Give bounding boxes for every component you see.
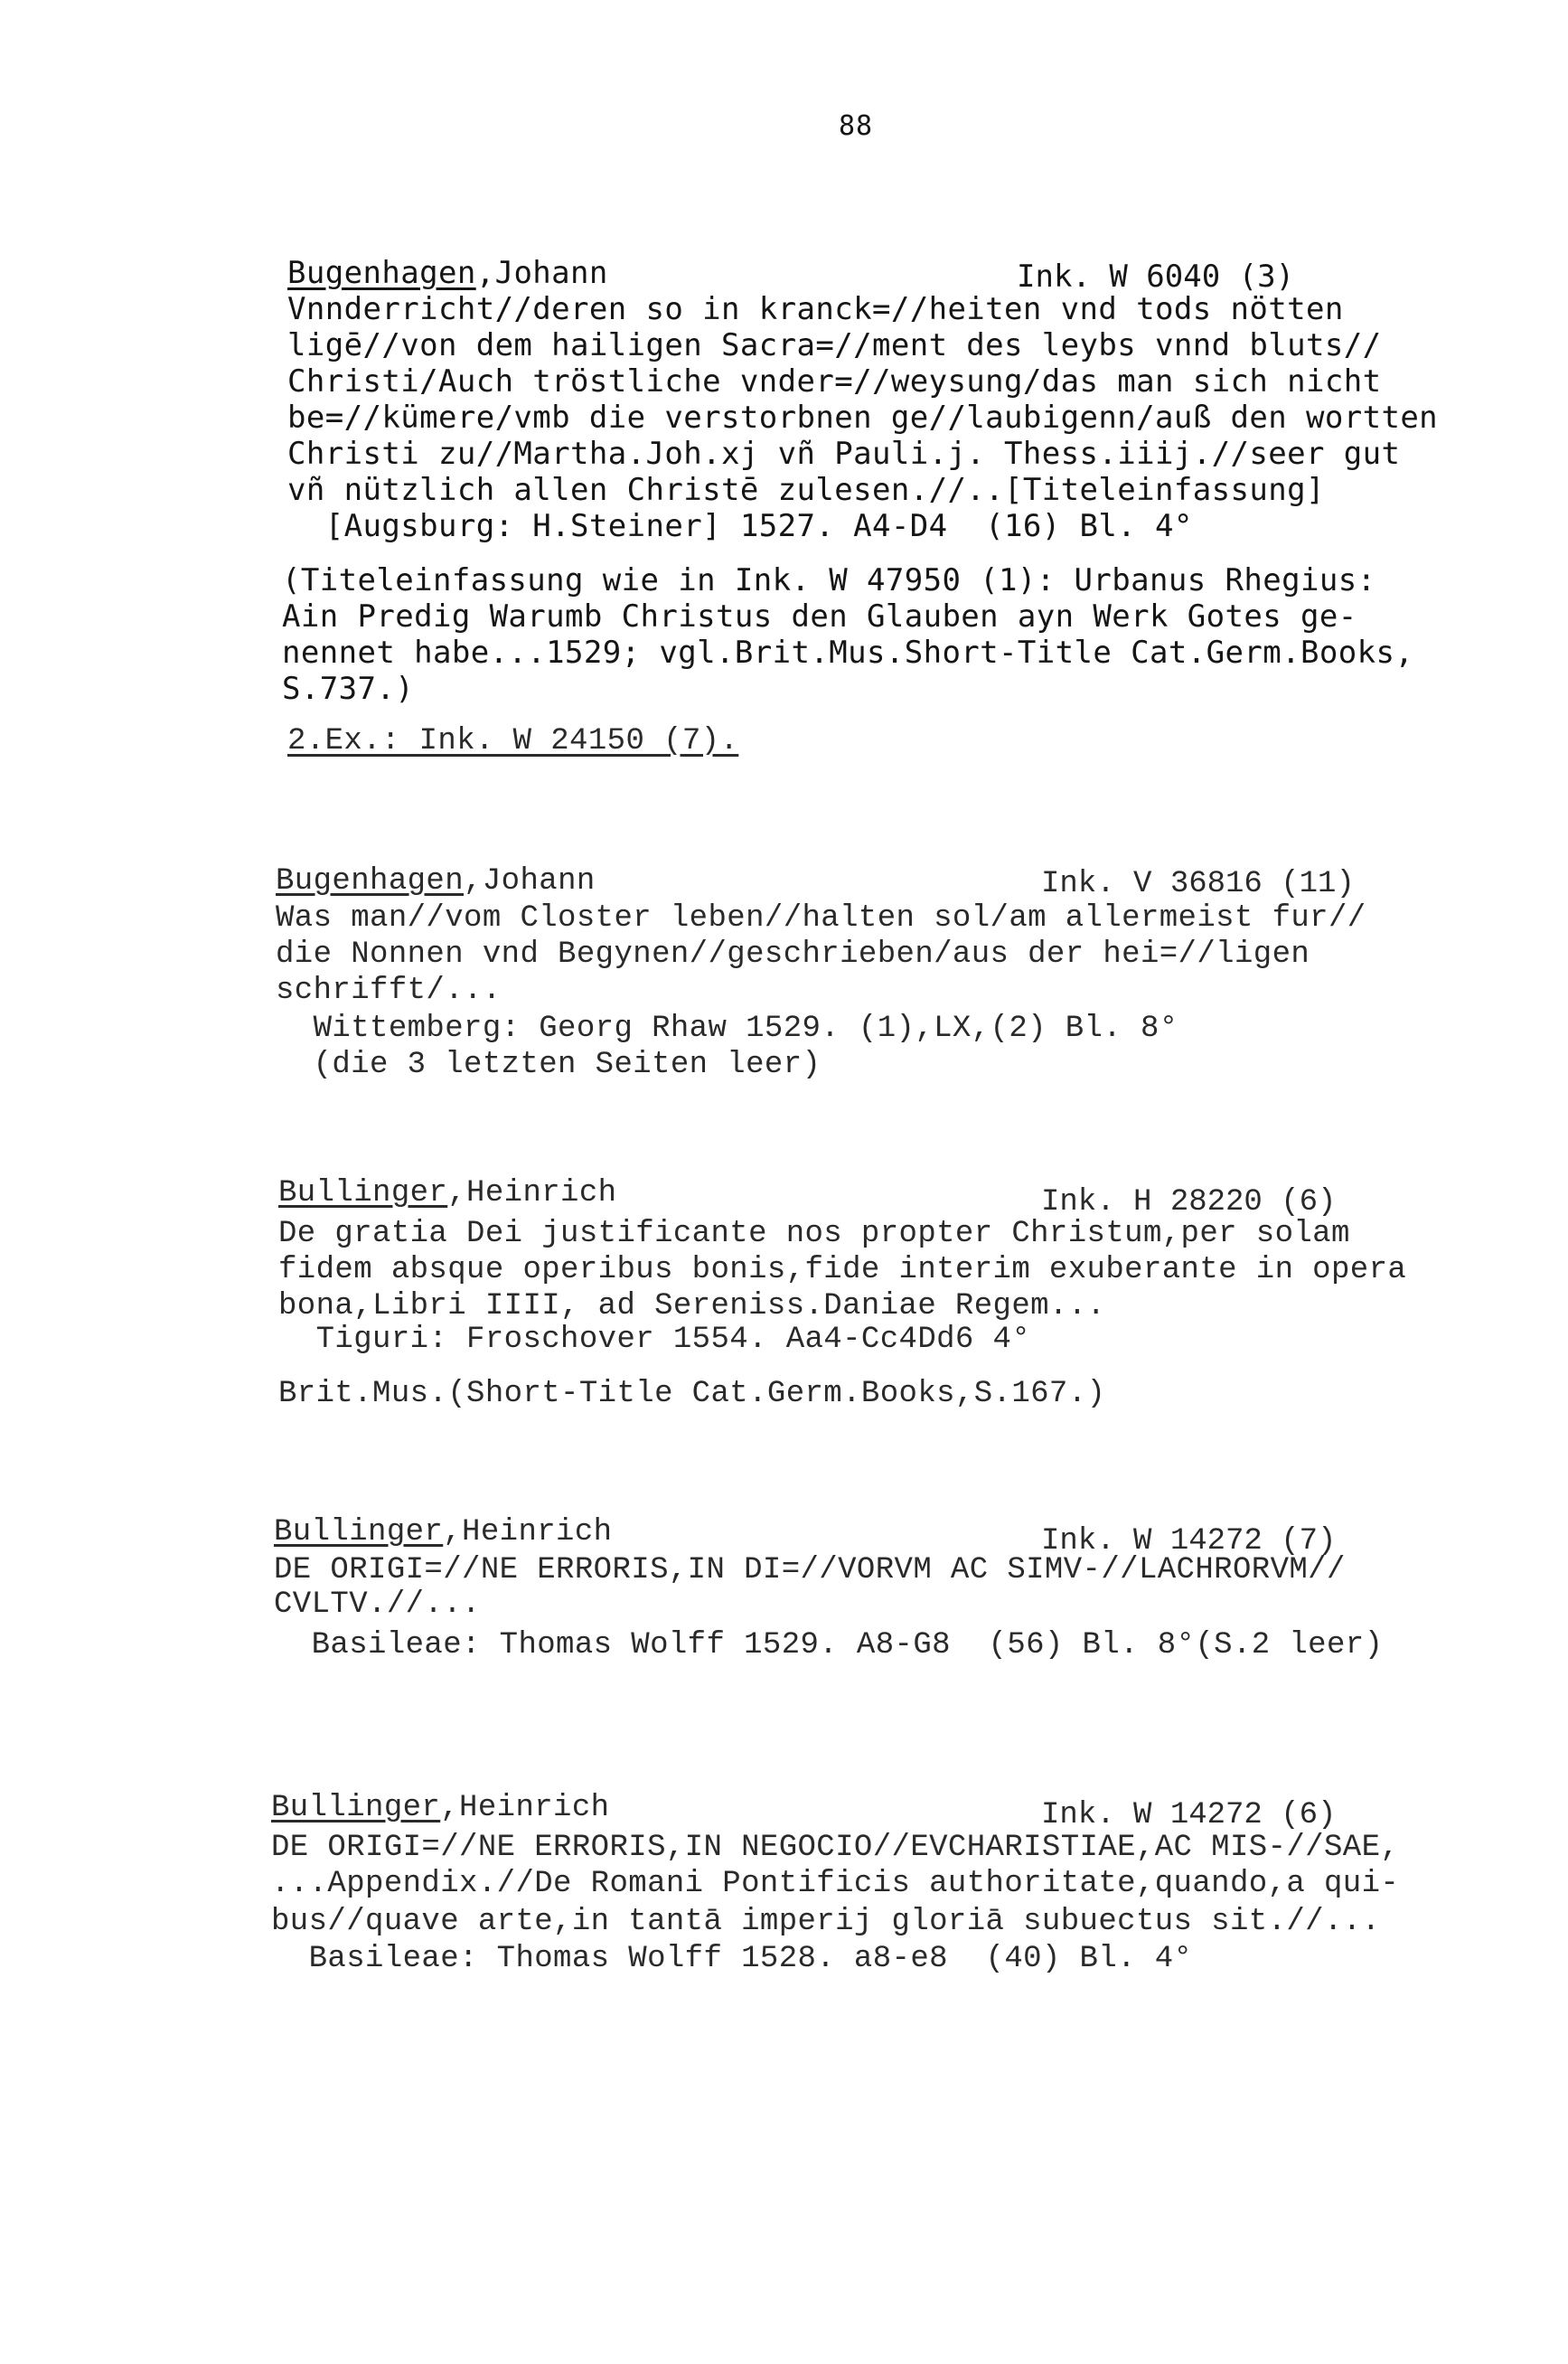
author-name: Bullinger: [274, 1515, 444, 1549]
author-forename: ,Johann: [475, 255, 608, 291]
entry-heading: [274, 1514, 612, 1550]
entry-line: Christi zu//Martha.Joh.xj vñ Pauli.j. Thess.iiij.//seer gut: [287, 436, 1401, 472]
entry-line: CVLTV.//...: [274, 1587, 481, 1622]
duplicate-copy-note: 2.Ex.: Ink. W 24150 (7).: [287, 724, 739, 758]
page-number: 88: [839, 110, 874, 142]
imprint-line: [Augsburg: H.Steiner] 1527. A4-D4 (16) Bl. 4°: [287, 508, 1193, 544]
author-forename: ,Heinrich: [443, 1515, 613, 1549]
author-forename: ,Heinrich: [447, 1176, 617, 1210]
entry-line: Christi/Auch tröstliche vnder=//weysung/das man sich nicht: [287, 363, 1382, 400]
entry-line: bona,Libri IIII, ad Sereniss.Daniae Regem...: [278, 1289, 1106, 1323]
author-forename: ,Heinrich: [440, 1791, 610, 1825]
shelf-signature: Ink. W 6040 (3): [1017, 259, 1295, 295]
imprint-line: Tiguri: Froschover 1554. Aa4-Cc4Dd6 4°: [278, 1323, 1031, 1357]
entry-heading: [278, 1175, 616, 1211]
author-forename: ,Johann: [464, 864, 596, 899]
entry-heading: [271, 1790, 609, 1826]
entry-line: Was man//vom Closter leben//halten sol/am allermeist fur//: [276, 901, 1366, 936]
entry-line: schrifft/...: [276, 974, 502, 1008]
entry-line: ligē//von dem hailigen Sacra=//ment des leybs vnnd bluts//: [287, 327, 1382, 363]
shelf-signature: Ink. W 14272 (6): [1041, 1798, 1337, 1832]
entry-note-line: Ain Predig Warumb Christus den Glauben ayn Werk Gotes ge-: [282, 598, 1357, 635]
entry-note-line: (Titeleinfassung wie in Ink. W 47950 (1): Urbanus Rhegius:: [282, 562, 1376, 598]
entry-heading: [276, 863, 596, 899]
entry-line: DE ORIGI=//NE ERRORIS,IN NEGOCIO//EVCHARISTIAE,AC MIS-//SAE,: [271, 1831, 1400, 1865]
imprint-line: Basileae: Thomas Wolff 1528. a8-e8 (40) Bl. 4°: [271, 1942, 1193, 1976]
imprint-line: Basileae: Thomas Wolff 1529. A8-G8 (56) Bl. 8°(S.2 leer): [274, 1628, 1384, 1662]
entry-line: ...Appendix.//De Romani Pontificis authoritate,quando,a qui-: [271, 1867, 1400, 1901]
entry-note-line: nennet habe...1529; vgl.Brit.Mus.Short-Title Cat.Germ.Books,: [282, 635, 1414, 671]
author-name: Bugenhagen: [287, 255, 476, 291]
entry-note-line: (die 3 letzten Seiten leer): [276, 1048, 822, 1082]
entry-line: fidem absque operibus bonis,fide interim exuberante in opera: [278, 1253, 1407, 1287]
entry-line: bus//quave arte,in tantā imperij gloriā subuectus sit.//...: [271, 1905, 1381, 1939]
author-name: Bugenhagen: [276, 864, 465, 899]
entry-line: vñ nützlich allen Christē zulesen.//..[Titeleinfassung]: [287, 472, 1325, 508]
entry-heading: [287, 255, 608, 291]
entry-line: be=//kümere/vmb die verstorbnen ge//laubigenn/auß den wortten: [287, 400, 1439, 436]
entry-line: De gratia Dei justificante nos propter Christum,per solam: [278, 1217, 1350, 1251]
entry-line: Vnnderricht//deren so in kranck=//heiten vnd tods nötten: [287, 291, 1344, 327]
entry-note-line: Brit.Mus.(Short-Title Cat.Germ.Books,S.167.): [278, 1377, 1106, 1411]
entry-note-line: S.737.): [282, 671, 415, 707]
entry-line: die Nonnen vnd Begynen//geschrieben/aus der hei=//ligen: [276, 937, 1310, 972]
shelf-signature: Ink. W 14272 (7): [1041, 1524, 1337, 1559]
author-name: Bullinger: [278, 1176, 448, 1210]
shelf-signature: Ink. V 36816 (11): [1041, 867, 1355, 901]
imprint-line: Wittemberg: Georg Rhaw 1529. (1),LX,(2) Bl. 8°: [276, 1012, 1178, 1046]
entry-line: DE ORIGI=//NE ERRORIS,IN DI=//VORVM AC SIMV-//LACHRORVM//: [274, 1553, 1346, 1587]
shelf-signature: Ink. H 28220 (6): [1041, 1185, 1337, 1220]
author-name: Bullinger: [271, 1791, 441, 1825]
